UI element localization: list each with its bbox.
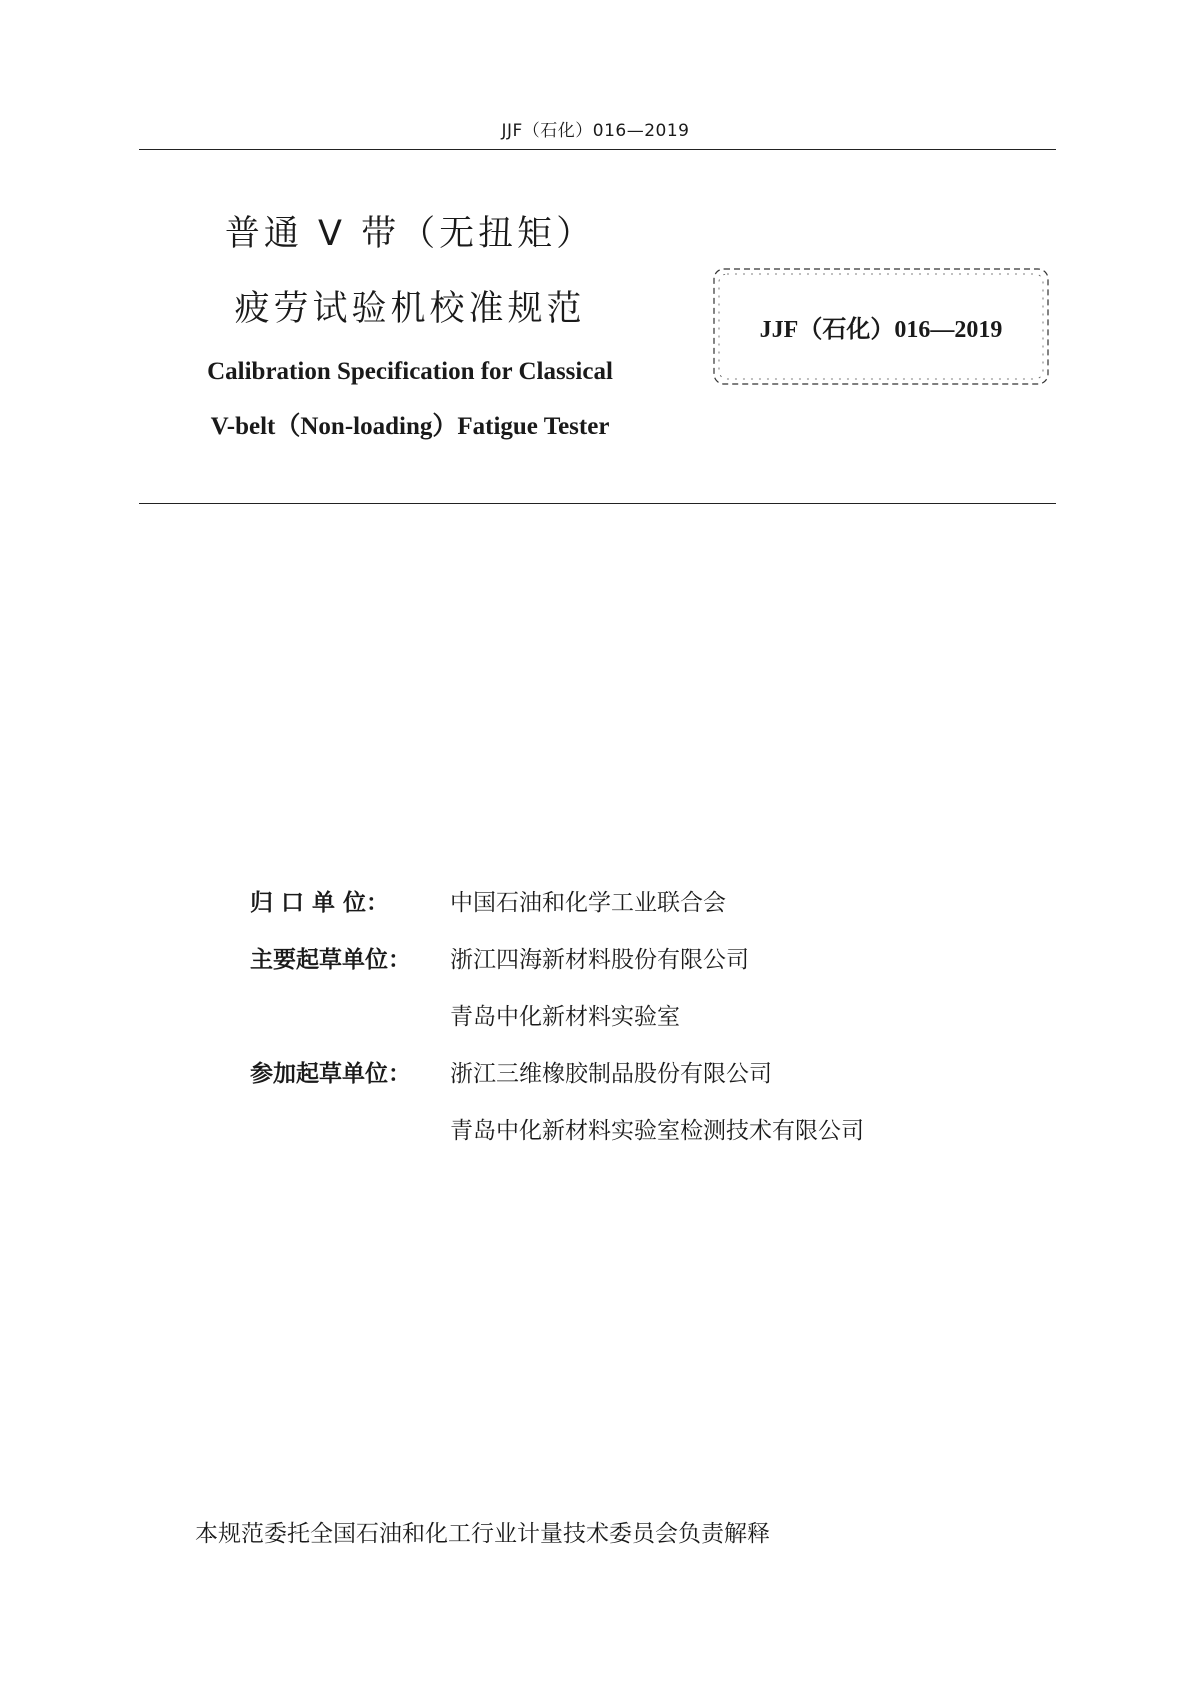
bottom-rule (139, 503, 1056, 504)
footer-note: 本规范委托全国石油和化工行业计量技术委员会负责解释 (195, 1521, 770, 1547)
title-en-line1: Calibration Specification for Classical (207, 358, 613, 385)
responsible-unit-label: 归 口 单 位： (250, 890, 390, 916)
title-cn-line2: 疲劳试验机校准规范 (234, 289, 586, 329)
participating-value-1: 浙江三维橡胶制品股份有限公司 (450, 1061, 772, 1087)
main-drafting-label: 主要起草单位： (250, 947, 411, 973)
main-drafting-value-2: 青岛中化新材料实验室 (450, 1004, 680, 1030)
main-drafting-value-1: 浙江四海新材料股份有限公司 (450, 947, 749, 973)
title-cn-line1: 普通 V 带（无扭矩） (224, 214, 596, 254)
title-en-line2: V-belt（Non-loading）Fatigue Tester (210, 413, 610, 440)
top-rule (139, 149, 1056, 150)
participating-label: 参加起草单位： (250, 1061, 411, 1087)
code-box-text: JJF（石化）016—2019 (759, 317, 1003, 343)
code-box (710, 265, 1052, 388)
responsible-unit-value: 中国石油和化学工业联合会 (450, 890, 726, 916)
participating-value-2: 青岛中化新材料实验室检测技术有限公司 (450, 1118, 864, 1144)
header-code: JJF（石化）016—2019 (501, 121, 690, 141)
